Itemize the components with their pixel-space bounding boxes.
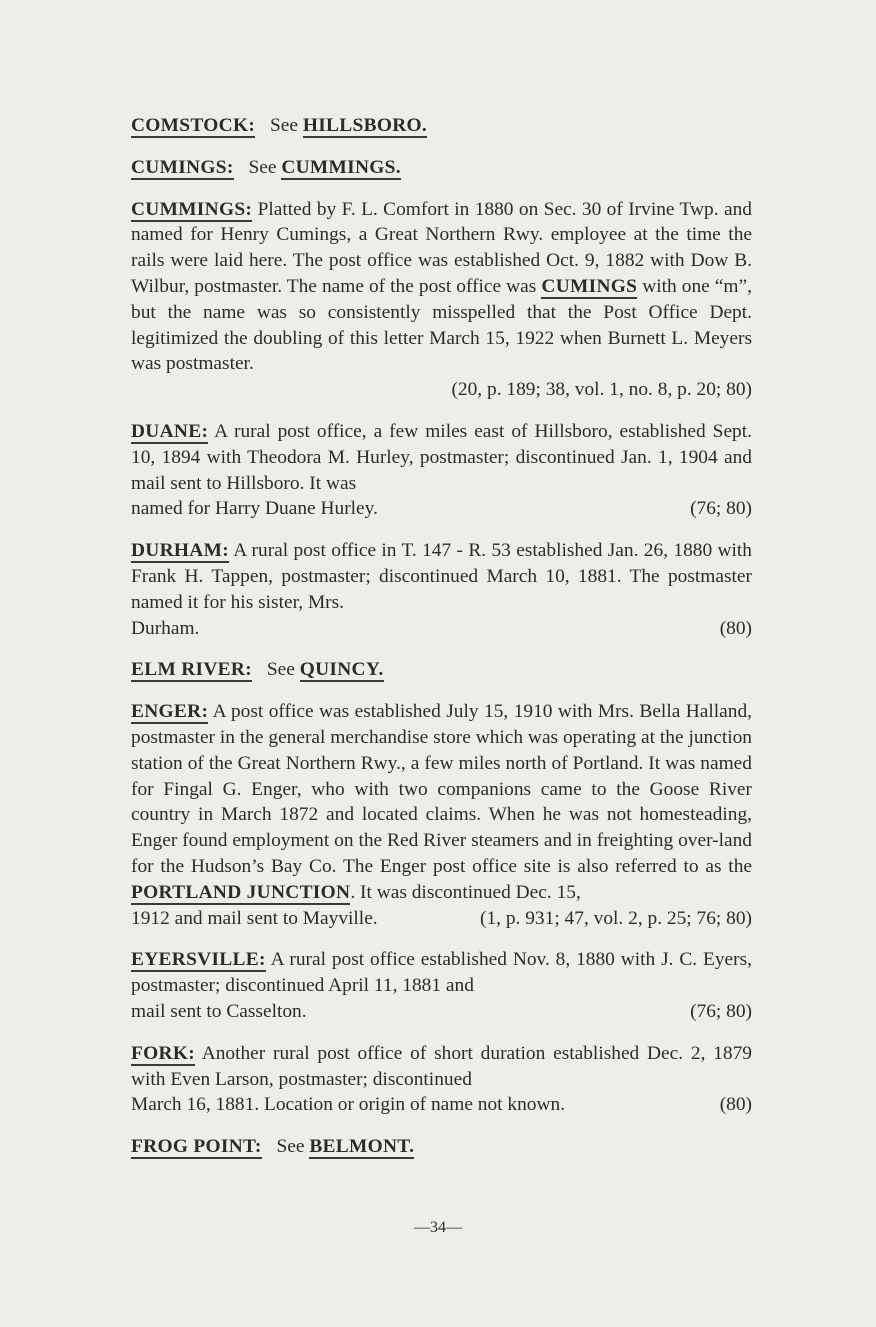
entry-heading: FORK: bbox=[131, 1042, 195, 1064]
see-word: See bbox=[266, 659, 295, 681]
citation: (80) bbox=[719, 617, 752, 639]
entry-heading: ELM RIVER: bbox=[131, 659, 252, 681]
entry-last-line bbox=[131, 999, 752, 1025]
entry-text: with one “m”, but the name was so consistently misspelled that the Post Office Dept. legitimized the doubling of this letter March 15, 1922 when Burnett L. Meyers was postmaster. bbox=[131, 275, 752, 375]
entry-text: March 16, 1881. Location or origin of name not known. bbox=[131, 1094, 566, 1116]
entry-elm-river bbox=[131, 657, 752, 683]
entry-heading: EYERSVILLE: bbox=[131, 949, 266, 971]
entry-duane bbox=[131, 419, 752, 522]
entry-frog-point bbox=[131, 1134, 752, 1160]
citation: (76; 80) bbox=[690, 1000, 752, 1022]
see-word: See bbox=[248, 156, 277, 178]
entry-fork bbox=[131, 1041, 752, 1118]
entry-enger bbox=[131, 699, 752, 931]
entry-text: A rural post office established Nov. 8, 1880 with J. C. Eyers, postmaster; discontinued April 11, 1881 and bbox=[131, 949, 753, 997]
entry-heading: CUMMINGS: bbox=[131, 198, 253, 220]
entry-text: . It was discontinued Dec. 15, bbox=[350, 881, 581, 903]
entry-heading: DUANE: bbox=[131, 420, 209, 442]
see-word: See bbox=[276, 1136, 305, 1158]
citation: (80) bbox=[719, 1094, 752, 1116]
cross-reference: BELMONT. bbox=[309, 1136, 415, 1158]
page-number: —34— bbox=[414, 1219, 462, 1236]
entry-text: Platted by F. L. Comfort in 1880 on Sec. 30 of Irvine Twp. and named for Henry Cumings, a Great Northern Rwy. employee at the time the rails were laid here. The post office was established Oct. 9, 1882 with Dow B. Wilbur, postmaster. The name of the post office was bbox=[131, 198, 752, 297]
entry-heading: COMSTOCK: bbox=[131, 115, 256, 136]
entry-heading: ENGER: bbox=[131, 701, 209, 723]
entry-text: named for Harry Duane Hurley. bbox=[131, 498, 378, 520]
entry-heading: FROG POINT: bbox=[131, 1136, 262, 1158]
entry-last-line bbox=[131, 906, 752, 932]
cross-reference: QUINCY. bbox=[299, 659, 384, 681]
entry-text: Durham. bbox=[131, 617, 200, 639]
cross-reference: PORTLAND JUNCTION bbox=[131, 881, 351, 903]
citation: (1, p. 931; 47, vol. 2, p. 25; 76; 80) bbox=[480, 907, 752, 929]
cross-reference: CUMMINGS. bbox=[281, 156, 401, 178]
entry-durham bbox=[131, 538, 752, 641]
see-word: See bbox=[269, 115, 298, 136]
entry-text: A rural post office in T. 147 - R. 53 established Jan. 26, 1880 with Frank H. Tappen, postmaster; discontinued March 10, 1881. The postmaster named it for his sister, Mrs. bbox=[131, 540, 753, 613]
entry-last-line bbox=[131, 496, 752, 522]
entry-text: mail sent to Casselton. bbox=[131, 1000, 307, 1022]
entry-text: 1912 and mail sent to Mayville. bbox=[131, 907, 378, 929]
entry-eyersville bbox=[131, 947, 752, 1024]
cross-reference: HILLSBORO. bbox=[302, 115, 428, 136]
entry-text: A post office was established July 15, 1910 with Mrs. Bella Halland, postmaster in the general merchandise store which was operating at the junction station of the Great Northern Rwy., a few miles north of Portland. It was named for Fingal G. Enger, who with two companions came to the Goose River country in March 1872 and located claims. When he was not homesteading, Enger found employment on the Red River steamers and in freighting over-land for the Hudson’s Bay Co. The Enger post office site is also referred to as the bbox=[131, 701, 752, 877]
entry-text: A rural post office, a few miles east of Hillsboro, established Sept. 10, 1894 with Theodora M. Hurley, postmaster; discontinued Jan. 1, 1904 and mail sent to Hillsboro. It was bbox=[131, 420, 752, 494]
entry-comstock bbox=[131, 113, 752, 139]
entry-cumings bbox=[131, 155, 752, 181]
entry-cummings bbox=[131, 197, 752, 403]
entry-heading: CUMINGS: bbox=[131, 156, 234, 178]
entry-heading: DURHAM: bbox=[131, 540, 229, 562]
entries-column bbox=[131, 113, 752, 1176]
citation: (20, p. 189; 38, vol. 1, no. 8, p. 20; 80) bbox=[451, 379, 752, 401]
cross-reference: CUMINGS bbox=[541, 275, 638, 297]
entry-text: Another rural post office of short duration established Dec. 2, 1879 with Even Larson, postmaster; discontinued bbox=[131, 1042, 752, 1090]
entry-last-line bbox=[131, 1092, 752, 1118]
citation: (76; 80) bbox=[690, 498, 752, 520]
entry-last-line bbox=[131, 616, 752, 642]
